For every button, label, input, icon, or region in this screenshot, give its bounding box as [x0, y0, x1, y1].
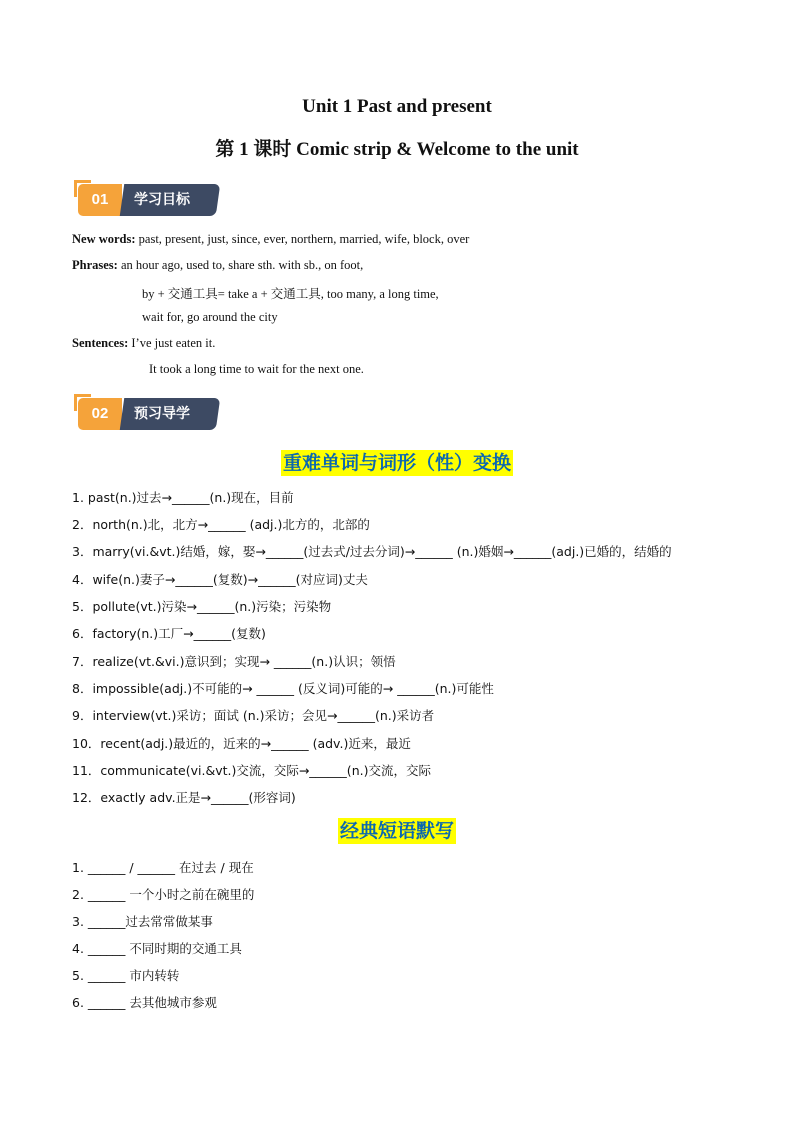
phrase-item: 1. ______ / ______ 在过去 / 现在 [72, 860, 254, 875]
vocab-item: 5．pollute(vt.)污染→______(n.)污染；污染物 [72, 599, 332, 614]
section-number: 02 [78, 398, 122, 430]
sentences-label: Sentences: [72, 336, 129, 350]
section-label: 学习目标 [120, 184, 220, 216]
vocab-item: 10．recent(adj.)最近的，近来的→______ (adv.)近来，最近 [72, 736, 411, 751]
phrases-label: Phrases: [72, 258, 118, 272]
vocab-item: 3．marry(vi.&vt.)结婚，嫁，娶→______(过去式/过去分词)→______ (n.)婚姻→______(adj.)已婚的，结婚的 [72, 544, 672, 559]
vocab-item: 11．communicate(vi.&vt.)交流，交际→______(n.)交流，交际 [72, 763, 431, 778]
vocab-item: 9．interview(vt.)采访；面试 (n.)采访；会见→______(n.)采访者 [72, 708, 435, 723]
unit-title: Unit 1 Past and present [302, 96, 492, 117]
vocab-item: 7．realize(vt.&vi.)意识到；实现→ ______(n.)认识；领悟 [72, 654, 396, 669]
phrase-item: 6. ______ 去其他城市参观 [72, 995, 217, 1010]
section-label: 预习导学 [120, 398, 220, 430]
phrase-item: 5. ______ 市内转转 [72, 968, 180, 983]
vocab-item: 2．north(n.)北，北方→______ (adj.)北方的，北部的 [72, 517, 370, 532]
phrases-line-1: an hour ago, used to, share sth. with sb., on foot, [117, 258, 364, 272]
phrases-heading: 经典短语默写 [339, 820, 454, 842]
new-words: past, present, just, since, ever, northern, married, wife, block, over [135, 232, 470, 246]
lesson-title: 第 1 课时 Comic strip & Welcome to the unit [215, 139, 579, 160]
phrase-item: 4. ______ 不同时期的交通工具 [72, 941, 242, 956]
vocab-item: 12．exactly adv.正是→______(形容词) [72, 790, 296, 805]
section-number: 01 [78, 184, 122, 216]
sentence-1: I’ve just eaten it. [128, 336, 216, 350]
phrases-line-3: wait for, go around the city [142, 310, 278, 324]
vocab-item: 4．wife(n.)妻子→______(复数)→______(对应词)丈夫 [72, 572, 368, 587]
sentence-2: It took a long time to wait for the next one. [149, 362, 364, 376]
vocab-item: 1. past(n.)过去→______(n.)现在，目前 [72, 490, 294, 505]
vocab-item: 8．impossible(adj.)不可能的→ ______ (反义词)可能的→ ______(n.)可能性 [72, 681, 494, 696]
new-words-label: New words: [72, 232, 136, 246]
phrase-item: 3. ______过去常常做某事 [72, 914, 213, 929]
vocab-item: 6．factory(n.)工厂→______(复数) [72, 626, 266, 641]
vocab-heading: 重难单词与词形（性）变换 [282, 452, 511, 474]
phrases-line-2: by + 交通工具= take a + 交通工具, too many, a long time, [142, 287, 439, 301]
phrase-item: 2. ______ 一个小时之前在碗里的 [72, 887, 255, 902]
